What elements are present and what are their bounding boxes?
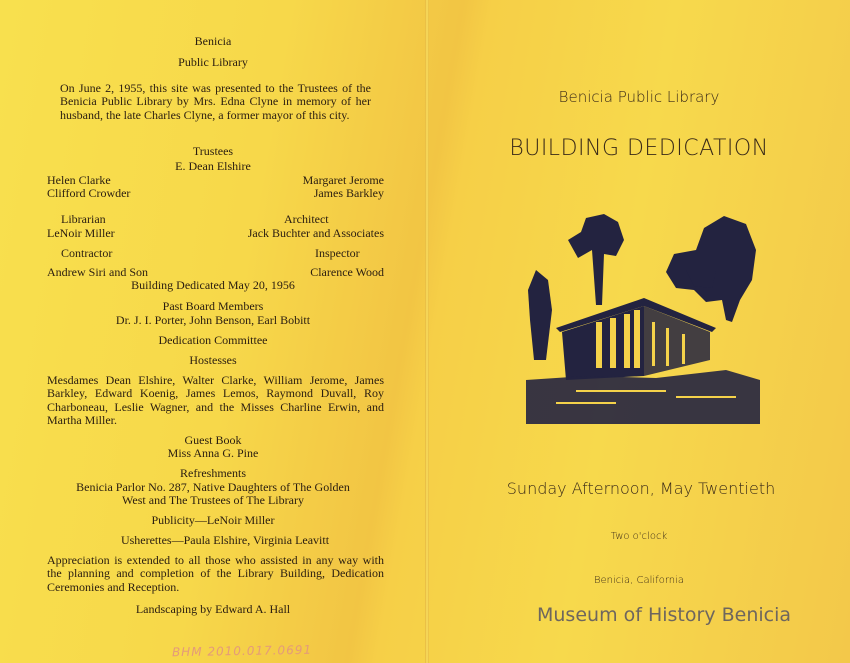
guest-book-heading: Guest Book <box>184 433 242 447</box>
appreciation-paragraph: Appreciation is extended to all those who assisted in any way with the planning and completion of the Library Building, Dedication Ceremonies and Reception. <box>47 553 384 594</box>
trustee-name: Clifford Crowder <box>47 186 131 200</box>
trustee-name: E. Dean Elshire <box>175 159 251 173</box>
dedicated-date: Building Dedicated May 20, 1956 <box>131 278 295 292</box>
librarian-name: LeNoir Miller <box>47 226 115 240</box>
dedication-heading: BUILDING DEDICATION <box>509 136 769 161</box>
museum-watermark: Museum of History Benicia <box>537 604 792 626</box>
trustee-name: Helen Clarke <box>47 173 111 187</box>
event-time: Two o'clock <box>610 531 668 542</box>
title-public-library: Public Library <box>178 55 248 69</box>
event-date: Sunday Afternoon, May Twentieth <box>506 479 776 498</box>
refreshments-line: Benicia Parlor No. 287, Native Daughters of The Golden <box>76 480 350 494</box>
architect-name: Jack Buchter and Associates <box>247 226 384 240</box>
tree-left <box>568 214 624 305</box>
past-board-names: Dr. J. I. Porter, John Benson, Earl Bobitt <box>115 313 311 327</box>
trustee-name: James Barkley <box>313 186 384 200</box>
hostesses-paragraph: Mesdames Dean Elshire, Walter Clarke, William Jerome, James Barkley, Edward Koenig, James Lemos, Raymond Duvall, Roy Charboneau, Leslie Wagner, and the Misses Charline Erwin, and Martha Miller. <box>47 373 384 428</box>
guest-book-name: Miss Anna G. Pine <box>167 446 259 460</box>
title-benicia: Benicia <box>194 34 232 48</box>
usherettes-line: Usherettes—Paula Elshire, Virginia Leavitt <box>120 533 330 547</box>
inspector-name: Clarence Wood <box>310 265 384 279</box>
refreshments-heading: Refreshments <box>180 466 246 480</box>
event-place: Benicia, California <box>593 575 685 586</box>
hostesses-heading: Hostesses <box>189 353 237 367</box>
tree-far-left <box>528 270 552 360</box>
inspector-label: Inspector <box>315 246 360 260</box>
landscaping-line: Landscaping by Edward A. Hall <box>135 602 291 616</box>
past-board-heading: Past Board Members <box>162 299 264 313</box>
library-name: Benicia Public Library <box>558 88 720 106</box>
committee-heading: Dedication Committee <box>158 333 268 347</box>
trustee-name: Margaret Jerome <box>302 173 384 187</box>
refreshments-line: West and The Trustees of The Library <box>122 493 304 507</box>
intro-paragraph: On June 2, 1955, this site was presented to the Trustees of the Benicia Public Library by Mrs. Edna Clyne in memory of her husband, the late Charles Clyne, a former mayor of this city. <box>60 81 371 122</box>
catalog-number-handwritten: BHM 2010.017.0691 <box>171 642 313 660</box>
publicity-line: Publicity—LeNoir Miller <box>151 513 275 527</box>
library-building-illustration <box>526 210 760 424</box>
contractor-label: Contractor <box>61 246 113 260</box>
trustees-heading: Trustees <box>192 144 234 158</box>
librarian-label: Librarian <box>61 212 106 226</box>
architect-label: Architect <box>284 212 329 226</box>
contractor-name: Andrew Siri and Son <box>47 265 148 279</box>
